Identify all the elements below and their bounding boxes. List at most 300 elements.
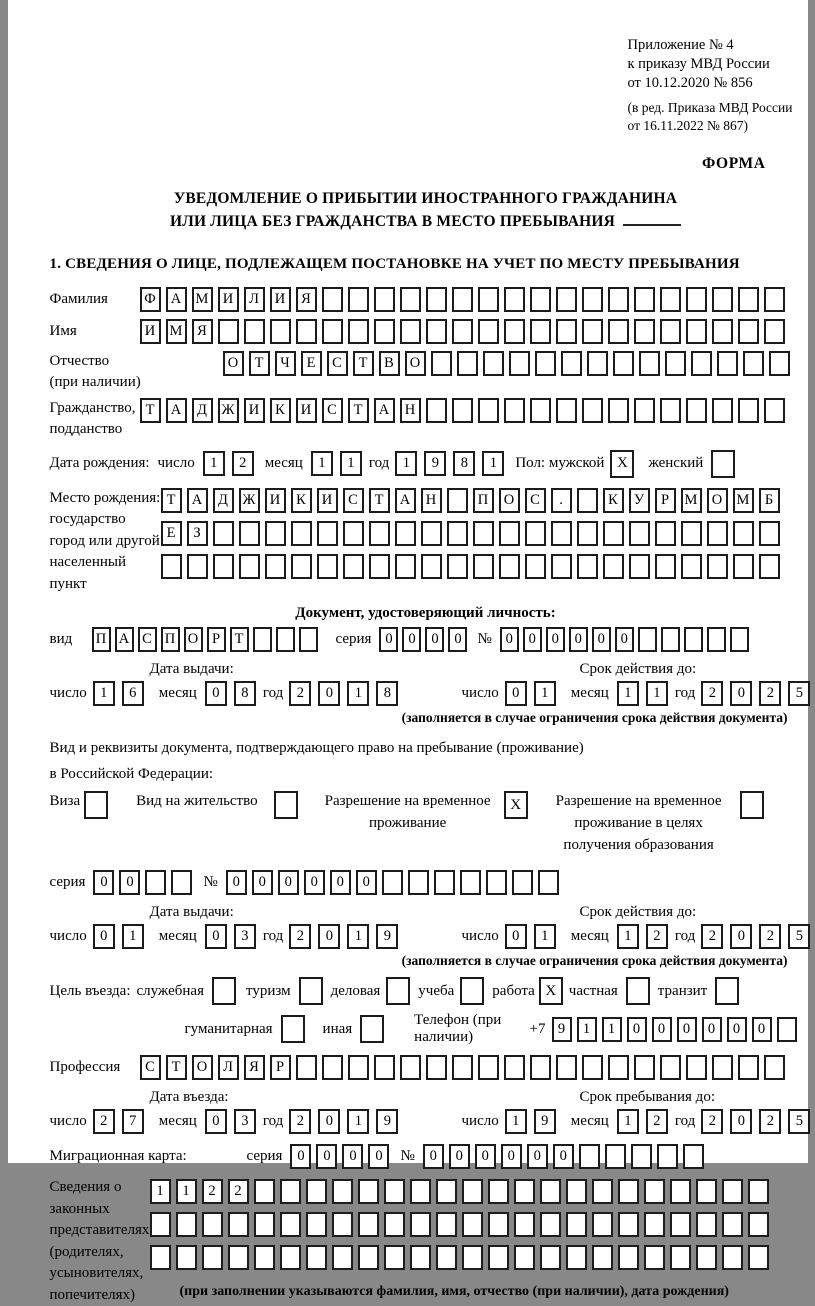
char-box[interactable] <box>280 1245 301 1270</box>
char-box[interactable] <box>514 1212 535 1237</box>
char-box[interactable] <box>514 1245 535 1270</box>
char-box[interactable] <box>291 554 312 579</box>
char-box[interactable]: Н <box>400 398 421 423</box>
char-box[interactable]: 0 <box>379 627 398 652</box>
char-box[interactable] <box>665 351 686 376</box>
char-box[interactable]: 1 <box>150 1179 171 1204</box>
char-box[interactable] <box>239 554 260 579</box>
char-box[interactable] <box>473 554 494 579</box>
char-box[interactable]: И <box>244 398 265 423</box>
char-box[interactable] <box>587 351 608 376</box>
char-box[interactable]: 1 <box>482 451 504 476</box>
char-box[interactable] <box>447 554 468 579</box>
char-box[interactable] <box>748 1245 769 1270</box>
char-box[interactable]: 1 <box>617 924 639 949</box>
char-box[interactable] <box>478 1055 499 1080</box>
char-box[interactable] <box>686 1055 707 1080</box>
char-box[interactable]: 0 <box>727 1017 747 1042</box>
char-box[interactable]: 0 <box>318 1109 340 1134</box>
char-box[interactable]: 0 <box>448 627 467 652</box>
char-box[interactable]: 2 <box>228 1179 249 1204</box>
char-box[interactable] <box>332 1179 353 1204</box>
char-box[interactable] <box>764 319 785 344</box>
char-box[interactable] <box>551 554 572 579</box>
char-box[interactable]: 0 <box>93 924 115 949</box>
char-box[interactable]: 9 <box>424 451 446 476</box>
char-box[interactable] <box>722 1212 743 1237</box>
char-box[interactable]: С <box>322 398 343 423</box>
char-box[interactable] <box>499 521 520 546</box>
char-box[interactable] <box>660 287 681 312</box>
char-box[interactable] <box>488 1179 509 1204</box>
char-box[interactable]: 9 <box>376 1109 398 1134</box>
char-box[interactable]: О <box>184 627 203 652</box>
char-box[interactable]: А <box>395 488 416 513</box>
char-box[interactable] <box>561 351 582 376</box>
char-box[interactable] <box>426 319 447 344</box>
char-box[interactable]: 0 <box>449 1144 470 1169</box>
char-box[interactable] <box>670 1179 691 1204</box>
char-box[interactable]: С <box>138 627 157 652</box>
char-box[interactable] <box>608 319 629 344</box>
char-box[interactable]: 2 <box>701 924 723 949</box>
char-box[interactable] <box>317 521 338 546</box>
char-box[interactable] <box>384 1245 405 1270</box>
char-box[interactable] <box>202 1245 223 1270</box>
char-box[interactable]: 9 <box>376 924 398 949</box>
char-box[interactable]: 2 <box>759 681 781 706</box>
char-box[interactable]: 0 <box>119 870 140 895</box>
char-box[interactable] <box>384 1179 405 1204</box>
char-box[interactable] <box>369 554 390 579</box>
char-box[interactable]: 2 <box>646 1109 668 1134</box>
char-box[interactable]: 0 <box>615 627 634 652</box>
char-box[interactable] <box>631 1144 652 1169</box>
char-box[interactable] <box>276 627 295 652</box>
char-box[interactable] <box>759 521 780 546</box>
char-box[interactable]: П <box>92 627 111 652</box>
char-box[interactable] <box>683 1144 704 1169</box>
char-box[interactable]: 2 <box>646 924 668 949</box>
residence-permit-checkbox[interactable] <box>274 791 298 819</box>
char-box[interactable] <box>254 1179 275 1204</box>
char-box[interactable]: 1 <box>617 681 639 706</box>
char-box[interactable] <box>499 554 520 579</box>
char-box[interactable]: 0 <box>702 1017 722 1042</box>
char-box[interactable] <box>525 554 546 579</box>
purpose-study-checkbox[interactable] <box>460 977 484 1005</box>
char-box[interactable]: 2 <box>93 1109 115 1134</box>
char-box[interactable]: 2 <box>232 451 254 476</box>
char-box[interactable]: Ч <box>275 351 296 376</box>
char-box[interactable]: О <box>499 488 520 513</box>
char-box[interactable]: С <box>525 488 546 513</box>
char-box[interactable] <box>556 287 577 312</box>
char-box[interactable]: С <box>343 488 364 513</box>
char-box[interactable] <box>707 627 726 652</box>
char-box[interactable] <box>483 351 504 376</box>
char-box[interactable]: 0 <box>330 870 351 895</box>
char-box[interactable] <box>660 1055 681 1080</box>
purpose-tourism-checkbox[interactable] <box>299 977 323 1005</box>
char-box[interactable] <box>691 351 712 376</box>
char-box[interactable] <box>176 1212 197 1237</box>
char-box[interactable]: С <box>327 351 348 376</box>
char-box[interactable] <box>384 1212 405 1237</box>
char-box[interactable] <box>436 1179 457 1204</box>
char-box[interactable]: К <box>291 488 312 513</box>
char-box[interactable]: 2 <box>289 1109 311 1134</box>
char-box[interactable] <box>343 554 364 579</box>
char-box[interactable]: 0 <box>318 924 340 949</box>
char-box[interactable] <box>618 1179 639 1204</box>
char-box[interactable] <box>452 398 473 423</box>
char-box[interactable]: И <box>270 287 291 312</box>
char-box[interactable] <box>512 870 533 895</box>
char-box[interactable]: 1 <box>395 451 417 476</box>
char-box[interactable]: А <box>374 398 395 423</box>
char-box[interactable] <box>280 1179 301 1204</box>
char-box[interactable]: 9 <box>552 1017 572 1042</box>
char-box[interactable] <box>743 351 764 376</box>
char-box[interactable] <box>530 398 551 423</box>
char-box[interactable]: 5 <box>788 681 810 706</box>
char-box[interactable] <box>408 870 429 895</box>
char-box[interactable]: 8 <box>376 681 398 706</box>
char-box[interactable] <box>670 1245 691 1270</box>
char-box[interactable] <box>291 521 312 546</box>
char-box[interactable] <box>608 287 629 312</box>
char-box[interactable]: 0 <box>505 681 527 706</box>
char-box[interactable]: М <box>733 488 754 513</box>
char-box[interactable]: . <box>551 488 572 513</box>
char-box[interactable] <box>426 398 447 423</box>
char-box[interactable] <box>447 488 468 513</box>
char-box[interactable] <box>504 319 525 344</box>
char-box[interactable] <box>661 627 680 652</box>
char-box[interactable] <box>566 1212 587 1237</box>
char-box[interactable]: 0 <box>527 1144 548 1169</box>
purpose-private-checkbox[interactable] <box>626 977 650 1005</box>
char-box[interactable] <box>618 1212 639 1237</box>
char-box[interactable] <box>777 1017 797 1042</box>
char-box[interactable]: 3 <box>234 1109 256 1134</box>
char-box[interactable]: Ж <box>218 398 239 423</box>
char-box[interactable] <box>639 351 660 376</box>
char-box[interactable]: 0 <box>546 627 565 652</box>
char-box[interactable] <box>473 521 494 546</box>
char-box[interactable] <box>296 1055 317 1080</box>
char-box[interactable]: Н <box>421 488 442 513</box>
char-box[interactable] <box>540 1212 561 1237</box>
char-box[interactable]: 0 <box>402 627 421 652</box>
char-box[interactable] <box>681 554 702 579</box>
char-box[interactable]: 1 <box>505 1109 527 1134</box>
char-box[interactable]: 0 <box>304 870 325 895</box>
char-box[interactable]: Я <box>192 319 213 344</box>
char-box[interactable] <box>582 287 603 312</box>
char-box[interactable] <box>410 1179 431 1204</box>
char-box[interactable] <box>504 287 525 312</box>
char-box[interactable] <box>644 1179 665 1204</box>
char-box[interactable] <box>213 521 234 546</box>
char-box[interactable]: 1 <box>340 451 362 476</box>
char-box[interactable] <box>509 351 530 376</box>
char-box[interactable]: 1 <box>176 1179 197 1204</box>
char-box[interactable] <box>733 521 754 546</box>
char-box[interactable] <box>462 1245 483 1270</box>
char-box[interactable]: Я <box>244 1055 265 1080</box>
char-box[interactable]: Я <box>296 287 317 312</box>
char-box[interactable] <box>348 319 369 344</box>
char-box[interactable]: О <box>405 351 426 376</box>
sex-female-checkbox[interactable] <box>711 450 735 478</box>
char-box[interactable] <box>712 1055 733 1080</box>
char-box[interactable]: Т <box>161 488 182 513</box>
char-box[interactable]: Р <box>270 1055 291 1080</box>
char-box[interactable] <box>603 554 624 579</box>
char-box[interactable] <box>265 521 286 546</box>
char-box[interactable]: П <box>473 488 494 513</box>
char-box[interactable] <box>696 1179 717 1204</box>
char-box[interactable] <box>478 398 499 423</box>
char-box[interactable]: Т <box>369 488 390 513</box>
char-box[interactable]: 0 <box>523 627 542 652</box>
char-box[interactable] <box>696 1212 717 1237</box>
char-box[interactable] <box>434 870 455 895</box>
char-box[interactable] <box>613 351 634 376</box>
char-box[interactable] <box>421 554 442 579</box>
char-box[interactable] <box>400 319 421 344</box>
char-box[interactable] <box>608 1055 629 1080</box>
char-box[interactable] <box>530 287 551 312</box>
char-box[interactable] <box>759 554 780 579</box>
char-box[interactable]: 1 <box>347 1109 369 1134</box>
char-box[interactable] <box>460 870 481 895</box>
char-box[interactable] <box>322 287 343 312</box>
char-box[interactable]: 0 <box>752 1017 772 1042</box>
char-box[interactable] <box>657 1144 678 1169</box>
char-box[interactable] <box>566 1179 587 1204</box>
char-box[interactable] <box>421 521 442 546</box>
char-box[interactable]: З <box>187 521 208 546</box>
char-box[interactable] <box>582 319 603 344</box>
char-box[interactable] <box>202 1212 223 1237</box>
char-box[interactable] <box>488 1212 509 1237</box>
char-box[interactable]: О <box>192 1055 213 1080</box>
char-box[interactable] <box>161 554 182 579</box>
char-box[interactable] <box>638 627 657 652</box>
char-box[interactable]: 1 <box>646 681 668 706</box>
char-box[interactable]: 0 <box>730 681 752 706</box>
char-box[interactable] <box>400 1055 421 1080</box>
char-box[interactable]: 0 <box>730 924 752 949</box>
char-box[interactable] <box>696 1245 717 1270</box>
char-box[interactable] <box>478 319 499 344</box>
char-box[interactable] <box>582 1055 603 1080</box>
char-box[interactable]: Т <box>230 627 249 652</box>
purpose-official-checkbox[interactable] <box>212 977 236 1005</box>
char-box[interactable] <box>457 351 478 376</box>
char-box[interactable]: Т <box>249 351 270 376</box>
char-box[interactable] <box>655 554 676 579</box>
char-box[interactable] <box>733 554 754 579</box>
char-box[interactable] <box>592 1179 613 1204</box>
char-box[interactable] <box>655 521 676 546</box>
char-box[interactable] <box>452 287 473 312</box>
char-box[interactable]: С <box>140 1055 161 1080</box>
char-box[interactable] <box>556 398 577 423</box>
char-box[interactable] <box>670 1212 691 1237</box>
char-box[interactable]: 0 <box>475 1144 496 1169</box>
char-box[interactable]: 0 <box>500 627 519 652</box>
char-box[interactable] <box>540 1245 561 1270</box>
char-box[interactable]: 2 <box>289 924 311 949</box>
char-box[interactable]: К <box>603 488 624 513</box>
char-box[interactable]: 0 <box>205 924 227 949</box>
char-box[interactable]: 1 <box>347 924 369 949</box>
char-box[interactable]: Б <box>759 488 780 513</box>
char-box[interactable] <box>579 1144 600 1169</box>
char-box[interactable] <box>431 351 452 376</box>
char-box[interactable]: 6 <box>122 681 144 706</box>
char-box[interactable] <box>452 1055 473 1080</box>
char-box[interactable]: 0 <box>226 870 247 895</box>
char-box[interactable]: 2 <box>289 681 311 706</box>
char-box[interactable] <box>722 1245 743 1270</box>
char-box[interactable] <box>582 398 603 423</box>
char-box[interactable] <box>478 287 499 312</box>
char-box[interactable] <box>452 319 473 344</box>
char-box[interactable] <box>369 521 390 546</box>
char-box[interactable]: 2 <box>202 1179 223 1204</box>
char-box[interactable]: 0 <box>290 1144 311 1169</box>
char-box[interactable]: 0 <box>316 1144 337 1169</box>
char-box[interactable] <box>332 1212 353 1237</box>
char-box[interactable]: 0 <box>356 870 377 895</box>
char-box[interactable] <box>530 319 551 344</box>
char-box[interactable] <box>556 1055 577 1080</box>
char-box[interactable]: А <box>187 488 208 513</box>
char-box[interactable] <box>317 554 338 579</box>
char-box[interactable]: О <box>707 488 728 513</box>
char-box[interactable]: 1 <box>203 451 225 476</box>
char-box[interactable] <box>488 1245 509 1270</box>
char-box[interactable]: Т <box>353 351 374 376</box>
char-box[interactable] <box>322 1055 343 1080</box>
char-box[interactable] <box>514 1179 535 1204</box>
char-box[interactable]: 5 <box>788 1109 810 1134</box>
char-box[interactable] <box>254 1212 275 1237</box>
char-box[interactable]: Т <box>166 1055 187 1080</box>
char-box[interactable] <box>712 287 733 312</box>
char-box[interactable] <box>150 1245 171 1270</box>
char-box[interactable] <box>306 1245 327 1270</box>
purpose-business-checkbox[interactable] <box>386 977 410 1005</box>
char-box[interactable]: А <box>115 627 134 652</box>
char-box[interactable]: И <box>317 488 338 513</box>
char-box[interactable] <box>426 287 447 312</box>
char-box[interactable] <box>343 521 364 546</box>
char-box[interactable] <box>538 870 559 895</box>
sex-male-checkbox[interactable]: X <box>610 450 634 478</box>
temp-residence-checkbox[interactable]: X <box>504 791 528 819</box>
char-box[interactable] <box>592 1212 613 1237</box>
char-box[interactable] <box>296 319 317 344</box>
char-box[interactable] <box>306 1179 327 1204</box>
char-box[interactable]: 0 <box>205 681 227 706</box>
char-box[interactable]: Е <box>161 521 182 546</box>
char-box[interactable] <box>270 319 291 344</box>
char-box[interactable] <box>738 319 759 344</box>
char-box[interactable]: Т <box>348 398 369 423</box>
char-box[interactable] <box>253 627 272 652</box>
char-box[interactable]: 9 <box>534 1109 556 1134</box>
char-box[interactable] <box>644 1245 665 1270</box>
char-box[interactable]: 1 <box>602 1017 622 1042</box>
char-box[interactable]: Р <box>207 627 226 652</box>
char-box[interactable] <box>764 1055 785 1080</box>
char-box[interactable]: Ф <box>140 287 161 312</box>
char-box[interactable]: 0 <box>677 1017 697 1042</box>
char-box[interactable]: 0 <box>205 1109 227 1134</box>
char-box[interactable] <box>686 398 707 423</box>
char-box[interactable] <box>748 1212 769 1237</box>
char-box[interactable] <box>618 1245 639 1270</box>
char-box[interactable] <box>629 521 650 546</box>
char-box[interactable] <box>540 1179 561 1204</box>
char-box[interactable] <box>299 627 318 652</box>
char-box[interactable]: 1 <box>534 924 556 949</box>
char-box[interactable] <box>764 398 785 423</box>
char-box[interactable] <box>410 1212 431 1237</box>
char-box[interactable] <box>717 351 738 376</box>
char-box[interactable] <box>306 1212 327 1237</box>
char-box[interactable]: М <box>166 319 187 344</box>
char-box[interactable] <box>150 1212 171 1237</box>
char-box[interactable]: 0 <box>569 627 588 652</box>
char-box[interactable] <box>608 398 629 423</box>
char-box[interactable] <box>769 351 790 376</box>
char-box[interactable] <box>504 1055 525 1080</box>
char-box[interactable]: И <box>265 488 286 513</box>
char-box[interactable] <box>738 398 759 423</box>
char-box[interactable]: Т <box>140 398 161 423</box>
char-box[interactable] <box>382 870 403 895</box>
char-box[interactable] <box>358 1245 379 1270</box>
char-box[interactable] <box>436 1212 457 1237</box>
purpose-other-checkbox[interactable] <box>360 1015 384 1043</box>
char-box[interactable]: 0 <box>505 924 527 949</box>
char-box[interactable] <box>551 521 572 546</box>
char-box[interactable]: 1 <box>347 681 369 706</box>
char-box[interactable] <box>218 319 239 344</box>
char-box[interactable]: Р <box>655 488 676 513</box>
char-box[interactable] <box>748 1179 769 1204</box>
char-box[interactable] <box>634 287 655 312</box>
char-box[interactable] <box>348 1055 369 1080</box>
char-box[interactable] <box>228 1212 249 1237</box>
char-box[interactable] <box>176 1245 197 1270</box>
char-box[interactable] <box>213 554 234 579</box>
char-box[interactable]: 8 <box>453 451 475 476</box>
char-box[interactable] <box>634 319 655 344</box>
char-box[interactable] <box>504 398 525 423</box>
char-box[interactable] <box>686 287 707 312</box>
char-box[interactable] <box>684 627 703 652</box>
char-box[interactable] <box>462 1212 483 1237</box>
char-box[interactable]: 0 <box>368 1144 389 1169</box>
